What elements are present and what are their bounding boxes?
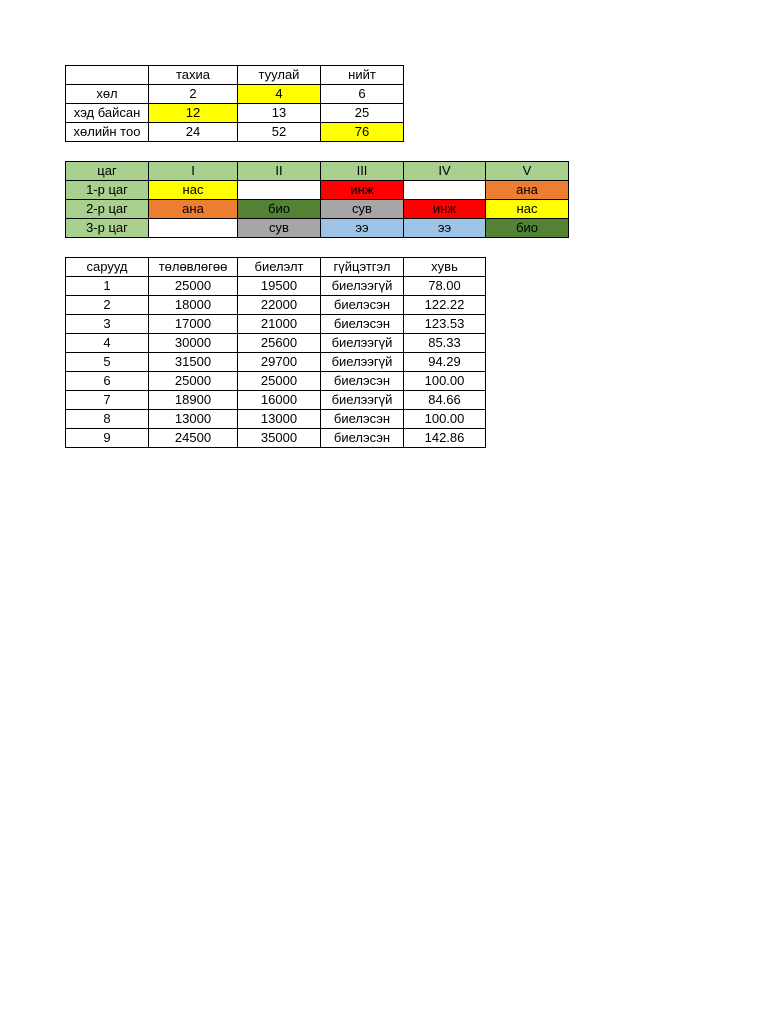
table-row — [66, 123, 404, 142]
table-cell[interactable]: 123.53 — [404, 315, 486, 334]
header-cell[interactable]: цаг — [66, 162, 149, 181]
table-cell[interactable]: 25 — [321, 104, 404, 123]
schedule-cell[interactable]: ээ — [321, 219, 404, 238]
animals-table — [65, 65, 404, 142]
table-cell[interactable]: 29700 — [238, 353, 321, 372]
table-cell[interactable]: нийт — [321, 66, 404, 85]
schedule-cell[interactable]: ээ — [404, 219, 486, 238]
table-cell[interactable]: туулай — [238, 66, 321, 85]
table-cell[interactable]: биелээгүй — [321, 391, 404, 410]
table-row — [66, 410, 486, 429]
row-label-cell[interactable]: хэд байсан — [66, 104, 149, 123]
schedule-cell[interactable]: сув — [321, 200, 404, 219]
table-cell[interactable]: биелээгүй — [321, 277, 404, 296]
schedule-cell[interactable]: ана — [486, 181, 569, 200]
table-cell[interactable]: 85.33 — [404, 334, 486, 353]
table-row — [66, 104, 404, 123]
table-header-row — [66, 66, 404, 85]
schedule-cell[interactable]: био — [238, 200, 321, 219]
row-label-cell[interactable]: 2-р цаг — [66, 200, 149, 219]
table-cell[interactable]: 3 — [66, 315, 149, 334]
table-cell[interactable]: 142.86 — [404, 429, 486, 448]
schedule-cell[interactable]: инж — [404, 200, 486, 219]
table-header-row — [66, 258, 486, 277]
table-header-row — [66, 162, 569, 181]
row-label-cell[interactable]: хөл — [66, 85, 149, 104]
table-cell[interactable]: 100.00 — [404, 410, 486, 429]
header-cell[interactable]: гүйцэтгэл — [321, 258, 404, 277]
table-cell[interactable]: 25000 — [149, 277, 238, 296]
table-cell[interactable]: 100.00 — [404, 372, 486, 391]
table-cell[interactable]: 16000 — [238, 391, 321, 410]
table-row — [66, 372, 486, 391]
schedule-cell[interactable]: нас — [149, 181, 238, 200]
table-row — [66, 429, 486, 448]
header-cell[interactable]: III — [321, 162, 404, 181]
table-cell[interactable]: 25600 — [238, 334, 321, 353]
table-cell[interactable]: биелээгүй — [321, 353, 404, 372]
table-row — [66, 181, 569, 200]
row-label-cell[interactable]: 3-р цаг — [66, 219, 149, 238]
header-cell[interactable]: биелэлт — [238, 258, 321, 277]
table-row — [66, 315, 486, 334]
table-cell[interactable]: 18900 — [149, 391, 238, 410]
header-cell[interactable]: төлөвлөгөө — [149, 258, 238, 277]
table-cell[interactable]: биелэсэн — [321, 410, 404, 429]
table-cell[interactable]: 7 — [66, 391, 149, 410]
schedule-table — [65, 161, 569, 238]
schedule-cell[interactable]: ана — [149, 200, 238, 219]
highlighted-cell[interactable]: 4 — [238, 85, 321, 104]
schedule-cell[interactable]: нас — [486, 200, 569, 219]
table-cell[interactable]: 21000 — [238, 315, 321, 334]
header-cell[interactable]: хувь — [404, 258, 486, 277]
table-cell[interactable] — [66, 66, 149, 85]
table-cell[interactable]: 4 — [66, 334, 149, 353]
table-cell[interactable]: 13 — [238, 104, 321, 123]
table-row — [66, 85, 404, 104]
table-row — [66, 277, 486, 296]
table-cell[interactable]: 13000 — [238, 410, 321, 429]
table-cell[interactable]: 31500 — [149, 353, 238, 372]
table-cell[interactable]: 17000 — [149, 315, 238, 334]
table-cell[interactable]: 8 — [66, 410, 149, 429]
table-cell[interactable]: 122.22 — [404, 296, 486, 315]
table-cell[interactable]: 18000 — [149, 296, 238, 315]
table-cell[interactable]: 1 — [66, 277, 149, 296]
schedule-cell[interactable] — [404, 181, 486, 200]
header-cell[interactable]: I — [149, 162, 238, 181]
table-cell[interactable]: биелэсэн — [321, 296, 404, 315]
table-row — [66, 334, 486, 353]
schedule-cell[interactable]: био — [486, 219, 569, 238]
table-cell[interactable]: биелэсэн — [321, 315, 404, 334]
plan-table — [65, 257, 486, 448]
schedule-cell[interactable] — [149, 219, 238, 238]
table-row — [66, 353, 486, 372]
table-row — [66, 219, 569, 238]
table-cell[interactable]: 24500 — [149, 429, 238, 448]
schedule-cell[interactable]: сув — [238, 219, 321, 238]
table-row — [66, 296, 486, 315]
header-cell[interactable]: сарууд — [66, 258, 149, 277]
highlighted-cell[interactable]: 12 — [149, 104, 238, 123]
schedule-cell[interactable] — [238, 181, 321, 200]
row-label-cell[interactable]: хөлийн тоо — [66, 123, 149, 142]
table-cell[interactable]: 5 — [66, 353, 149, 372]
table-cell[interactable]: 25000 — [238, 372, 321, 391]
table-cell[interactable]: тахиа — [149, 66, 238, 85]
header-cell[interactable]: V — [486, 162, 569, 181]
table-cell[interactable]: 84.66 — [404, 391, 486, 410]
table-cell[interactable]: 2 — [66, 296, 149, 315]
table-cell[interactable]: биелэсэн — [321, 429, 404, 448]
table-row — [66, 391, 486, 410]
table-cell[interactable]: 25000 — [149, 372, 238, 391]
table-cell[interactable]: 22000 — [238, 296, 321, 315]
table-cell[interactable]: 6 — [321, 85, 404, 104]
header-cell[interactable]: IV — [404, 162, 486, 181]
table-cell[interactable]: 30000 — [149, 334, 238, 353]
table-cell[interactable]: биелээгүй — [321, 334, 404, 353]
table-cell[interactable]: 9 — [66, 429, 149, 448]
table-cell[interactable]: биелэсэн — [321, 372, 404, 391]
table-cell[interactable]: 24 — [149, 123, 238, 142]
table-cell[interactable]: 78.00 — [404, 277, 486, 296]
table-cell[interactable]: 2 — [149, 85, 238, 104]
table-cell[interactable]: 13000 — [149, 410, 238, 429]
highlighted-cell[interactable]: 76 — [321, 123, 404, 142]
schedule-cell[interactable]: инж — [321, 181, 404, 200]
table-cell[interactable]: 35000 — [238, 429, 321, 448]
row-label-cell[interactable]: 1-р цаг — [66, 181, 149, 200]
header-cell[interactable]: II — [238, 162, 321, 181]
table-cell[interactable]: 52 — [238, 123, 321, 142]
table-row — [66, 200, 569, 219]
table-cell[interactable]: 19500 — [238, 277, 321, 296]
table-cell[interactable]: 94.29 — [404, 353, 486, 372]
table-cell[interactable]: 6 — [66, 372, 149, 391]
